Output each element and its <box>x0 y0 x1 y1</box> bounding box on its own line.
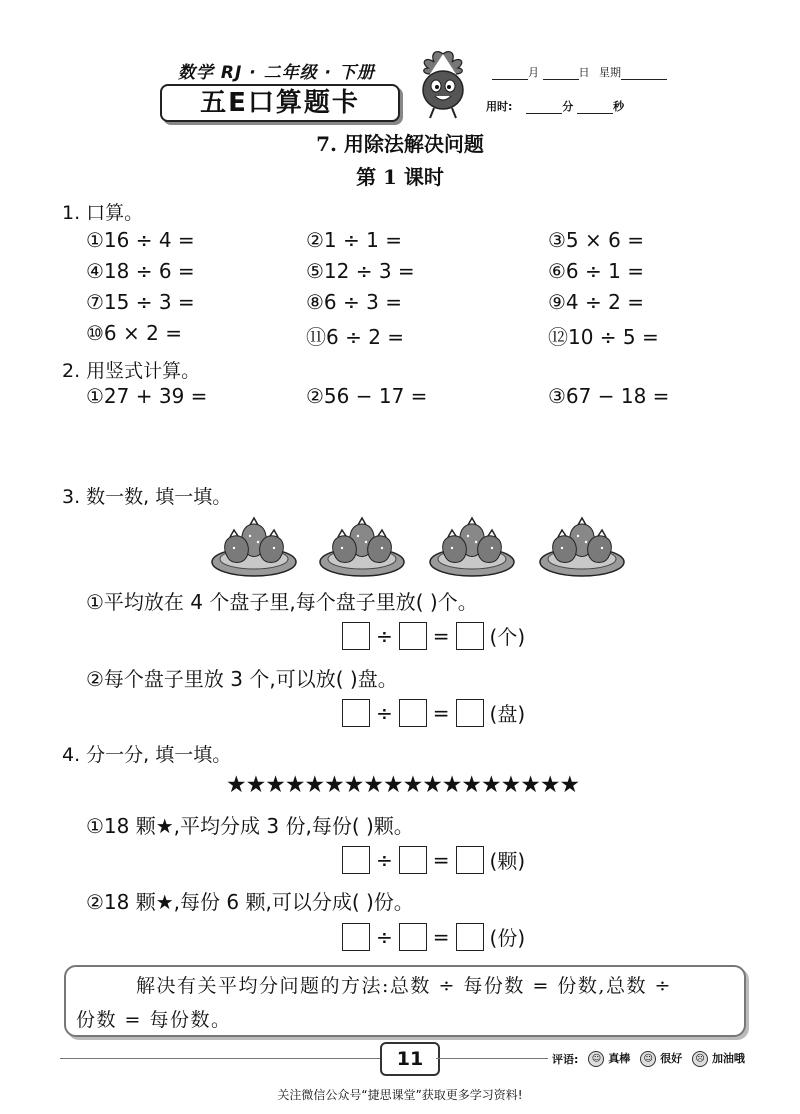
great-face-icon[interactable]: ☺ <box>588 1051 604 1067</box>
oral-item-1: ①16 ÷ 4 = <box>86 228 195 252</box>
weekday-label: 星期 <box>599 66 621 79</box>
time-fields <box>486 98 624 114</box>
cheer-face-icon[interactable]: ☹ <box>692 1051 708 1067</box>
section4-question-1: ①18 颗★,平均分成 3 份,每份( )颗。 <box>86 814 414 838</box>
plate-1 <box>212 518 296 576</box>
vertical-item-1: ①27 + 39 = <box>86 384 208 408</box>
oral-item-5: ⑤12 ÷ 3 = <box>306 259 415 283</box>
section3-question-2: ②每个盘子里放 3 个,可以放( )盘。 <box>86 667 398 691</box>
section4-heading: 4. 分一分, 填一填。 <box>62 744 232 766</box>
oral-item-3: ③5 × 6 = <box>548 228 644 252</box>
lesson-title: 7. 用除法解决问题 <box>316 132 484 156</box>
section4-equation-2 <box>342 922 525 951</box>
time-label: 用时: <box>486 100 513 113</box>
month-blank[interactable] <box>492 68 528 80</box>
oral-item-8: ⑧6 ÷ 3 = <box>306 290 402 314</box>
oral-item-2: ②1 ÷ 1 = <box>306 228 402 252</box>
answer-box[interactable] <box>456 923 484 951</box>
equals-sign: = <box>432 847 450 872</box>
weekday-blank[interactable] <box>621 68 667 80</box>
day-blank[interactable] <box>543 68 579 80</box>
rating-bar <box>552 1050 745 1067</box>
plate-2 <box>320 518 404 576</box>
equals-sign: = <box>432 700 450 725</box>
minutes-label: 分 <box>562 100 574 113</box>
divide-sign: ÷ <box>376 924 393 949</box>
section1-heading: 1. 口算。 <box>62 202 144 224</box>
answer-box[interactable] <box>342 699 370 727</box>
rating-label: 评语: <box>552 1052 579 1066</box>
day-label: 日 <box>578 66 590 79</box>
oral-item-10: ⑩6 × 2 = <box>86 321 182 345</box>
book-subject: 数学 RJ · 二年级 · 下册 <box>178 63 375 83</box>
vertical-item-3: ③67 − 18 = <box>548 384 670 408</box>
unit-label: (颗) <box>489 849 526 873</box>
stars-row: ★★★★★★★★★★★★★★★★★★ <box>226 772 580 798</box>
footer-note: 关注微信公众号“捷思课堂”获取更多学习资料! <box>277 1088 523 1102</box>
divide-sign: ÷ <box>376 623 393 648</box>
divider-line <box>60 1058 382 1059</box>
seconds-blank[interactable] <box>577 102 613 114</box>
page-number: 11 <box>380 1042 440 1076</box>
divide-sign: ÷ <box>376 700 393 725</box>
section3-question-1: ①平均放在 4 个盘子里,每个盘子里放( )个。 <box>86 590 478 614</box>
date-fields <box>492 64 667 80</box>
answer-box[interactable] <box>342 846 370 874</box>
method-note-box <box>64 965 746 1037</box>
answer-box[interactable] <box>399 699 427 727</box>
rating-cheer: 加油哦 <box>711 1052 745 1065</box>
equals-sign: = <box>432 924 450 949</box>
oral-item-4: ④18 ÷ 6 = <box>86 259 195 283</box>
answer-box[interactable] <box>342 622 370 650</box>
oral-item-6: ⑥6 ÷ 1 = <box>548 259 644 283</box>
good-face-icon[interactable]: ☺ <box>640 1051 656 1067</box>
section4-equation-1 <box>342 845 525 874</box>
plate-3 <box>430 518 514 576</box>
seconds-label: 秒 <box>613 100 625 113</box>
divider-line <box>436 1058 548 1059</box>
unit-label: (份) <box>489 926 526 950</box>
minutes-blank[interactable] <box>526 102 562 114</box>
section3-heading: 3. 数一数, 填一填。 <box>62 486 232 508</box>
answer-box[interactable] <box>456 699 484 727</box>
oral-item-12: ⑫10 ÷ 5 = <box>548 325 659 349</box>
section4-question-2: ②18 颗★,每份 6 颗,可以分成( )份。 <box>86 890 414 914</box>
answer-box[interactable] <box>456 846 484 874</box>
answer-box[interactable] <box>456 622 484 650</box>
radish-mascot-icon <box>410 48 476 120</box>
unit-label: (盘) <box>489 702 526 726</box>
method-note-line-2: 份数 = 每份数。 <box>76 1009 232 1031</box>
section2-heading: 2. 用竖式计算。 <box>62 360 201 382</box>
divide-sign: ÷ <box>376 847 393 872</box>
equals-sign: = <box>432 623 450 648</box>
answer-box[interactable] <box>399 846 427 874</box>
section3-equation-2 <box>342 698 525 727</box>
oral-item-11: ⑪6 ÷ 2 = <box>306 325 405 349</box>
answer-box[interactable] <box>342 923 370 951</box>
period-title: 第 1 课时 <box>356 165 444 189</box>
answer-box[interactable] <box>399 923 427 951</box>
section3-equation-1 <box>342 621 525 650</box>
vertical-item-2: ②56 − 17 = <box>306 384 428 408</box>
answer-box[interactable] <box>399 622 427 650</box>
oral-item-7: ⑦15 ÷ 3 = <box>86 290 195 314</box>
method-note-line-1: 解决有关平均分问题的方法:总数 ÷ 每份数 = 份数,总数 ÷ <box>136 975 672 997</box>
oral-item-9: ⑨4 ÷ 2 = <box>548 290 644 314</box>
month-label: 月 <box>528 66 539 79</box>
unit-label: (个) <box>489 625 526 649</box>
rating-great: 真棒 <box>608 1052 631 1065</box>
brand-title: 五E口算题卡 <box>160 84 400 122</box>
strawberry-plates-picture <box>210 508 630 582</box>
rating-good: 很好 <box>660 1052 683 1065</box>
plate-4 <box>540 518 624 576</box>
